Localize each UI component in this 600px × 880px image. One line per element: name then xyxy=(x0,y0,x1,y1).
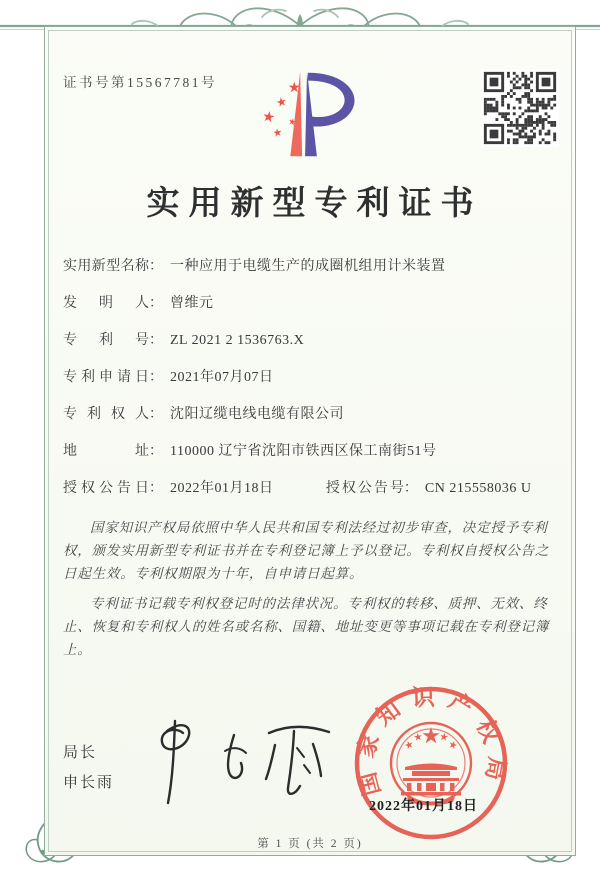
svg-text:国家知识产权局 xyxy=(352,685,510,799)
national-emblem-seal xyxy=(345,677,517,849)
field-label: 专利号 xyxy=(63,333,149,348)
field-label: 授权公告日 xyxy=(63,481,149,496)
field-label: 专利权人 xyxy=(63,407,149,422)
certificate-body xyxy=(63,257,559,667)
field-inventor xyxy=(63,294,559,314)
field-value: 2021年07月07日 xyxy=(170,370,274,385)
field-label: 实用新型名称 xyxy=(63,259,149,274)
field-label: 专利申请日 xyxy=(63,370,149,385)
field-value: 2022年01月18日 xyxy=(170,481,274,496)
field-patent-number xyxy=(63,331,559,351)
field-grant-announcement xyxy=(63,479,559,499)
paragraph-register-statement: 专利证书记载专利权登记时的法律状况。专利权的转移、质押、无效、终止、恢复和专利权人的姓名或名称、国籍、地址变更等事项记载在专利登记簿上。 xyxy=(63,595,550,658)
commissioner-name: 申长雨 xyxy=(63,775,115,791)
field-colon: ： xyxy=(403,481,418,496)
commissioner-title: 局长 xyxy=(63,745,98,761)
national-emblem-icon xyxy=(401,727,461,806)
legal-paragraphs xyxy=(63,516,559,661)
field-label: 发明人 xyxy=(63,296,149,311)
field-colon: ： xyxy=(149,407,163,422)
certificate-page xyxy=(44,26,576,856)
field-label: 授权公告号 xyxy=(325,481,404,496)
field-value: 沈阳辽缆电线电缆有限公司 xyxy=(170,407,344,422)
certificate-number: 证书号第15567781号 xyxy=(63,75,217,90)
field-value: CN 215558036 U xyxy=(424,481,532,496)
field-value: ZL 2021 2 1536763.X xyxy=(170,333,305,348)
field-patentee xyxy=(63,405,559,425)
field-colon: ： xyxy=(149,370,163,385)
field-value: 一种应用于电缆生产的成圈机组用计米装置 xyxy=(170,259,446,274)
field-colon: ： xyxy=(149,481,163,496)
page-title: 实用新型专利证书 xyxy=(146,186,483,222)
field-colon: ： xyxy=(149,333,163,348)
field-colon: ： xyxy=(149,444,163,459)
grant-date-pair xyxy=(63,479,326,499)
seal-text: 国家知识产权局 xyxy=(352,684,510,799)
page-footer: 第 1 页 (共 2 页) xyxy=(257,838,363,850)
field-utility-model-name xyxy=(63,257,559,277)
handwritten-signature-icon xyxy=(137,715,357,815)
grant-date-stamp: 2022年01月18日 xyxy=(369,799,478,814)
field-value: 曾维元 xyxy=(170,296,214,311)
field-filing-date xyxy=(63,368,559,388)
field-colon: ： xyxy=(149,259,163,274)
paragraph-grant-statement: 国家知识产权局依照中华人民共和国专利法经过初步审查，决定授予专利权，颁发实用新型专利证书并在专利登记簿上予以登记。专利权自授权公告之日起生效。专利权期限为十年，自申请日起算。 xyxy=(63,520,550,582)
cnipa-logo-icon xyxy=(251,65,369,165)
field-label: 地址 xyxy=(63,444,149,459)
grant-number-pair xyxy=(326,479,559,499)
qr-code xyxy=(481,69,559,147)
field-colon: ： xyxy=(149,296,163,311)
field-address xyxy=(63,442,559,462)
field-value: 110000 辽宁省沈阳市铁西区保工南街51号 xyxy=(170,444,437,459)
